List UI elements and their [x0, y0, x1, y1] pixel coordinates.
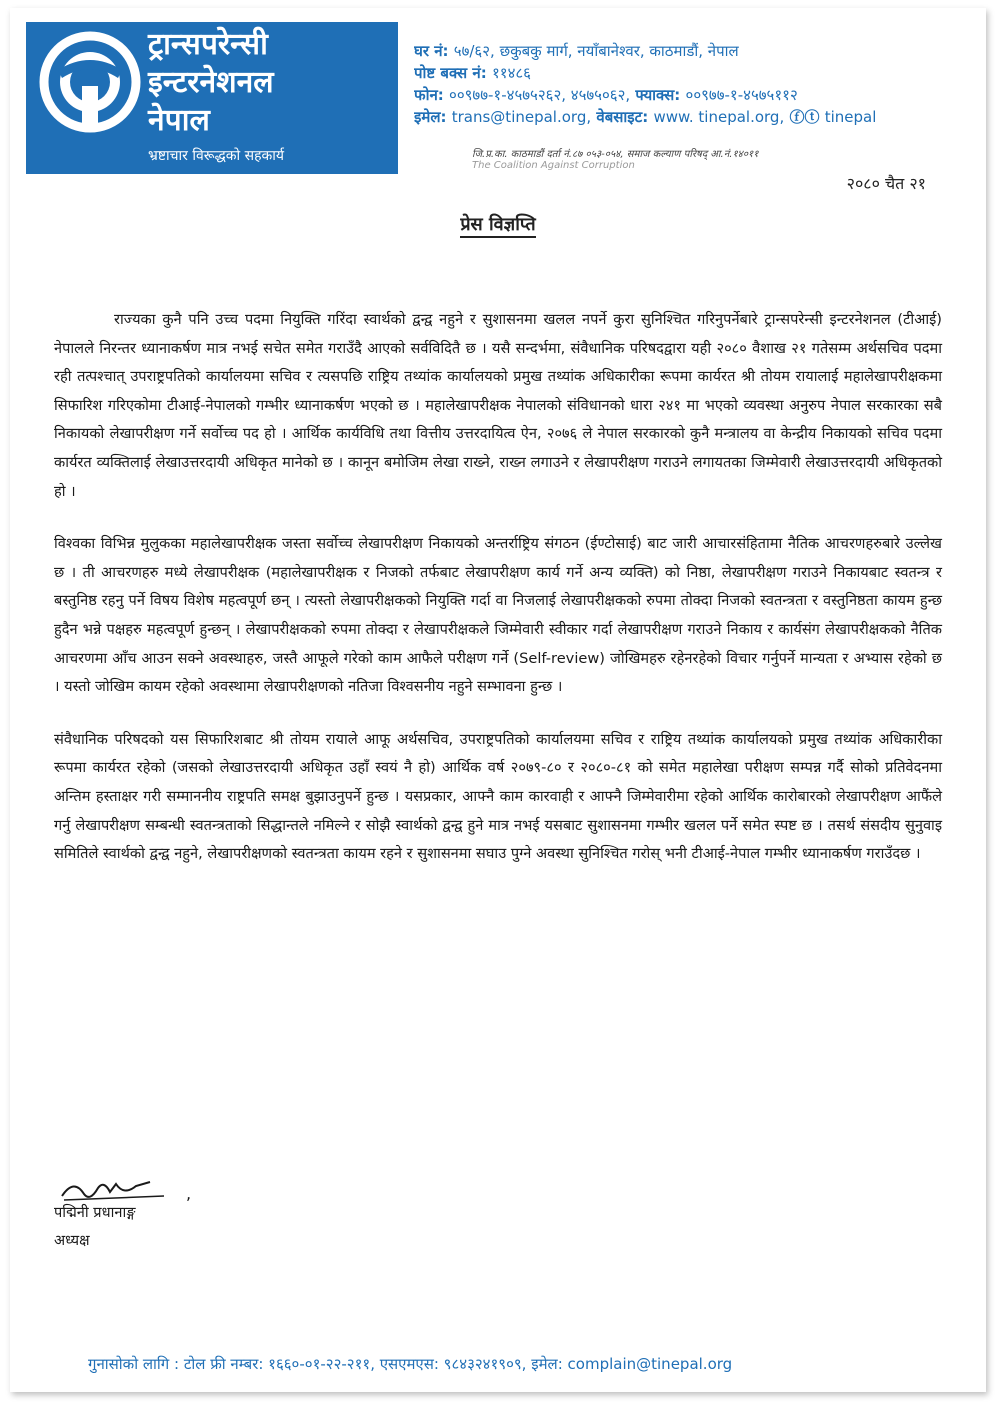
address-value: ५७/६२, छकुबकु मार्ग, नयाँबानेश्वर, काठमाडौं, नेपाल — [453, 42, 739, 60]
org-tagline: भ्रष्टाचार विरूद्धको सहकार्य — [148, 148, 285, 164]
org-logo — [26, 22, 398, 174]
address-label: घर नं: — [414, 42, 449, 60]
pobox-label: पोष्ट बक्स नं: — [414, 64, 487, 82]
press-release-page — [10, 8, 986, 1392]
org-name-line1: ट्रान्सपरेन्सी — [148, 27, 268, 62]
phone-value: ००९७७-१-४५७५२६२, ४५७५०६२, — [449, 86, 631, 104]
signatory-role: अध्यक्ष — [54, 1232, 90, 1249]
pobox-row — [414, 62, 954, 84]
press-release-body — [54, 306, 942, 893]
paragraph-2: विश्वका विभिन्न मुलुकका महालेखापरीक्षक जस्ता सर्वोच्च लेखापरीक्षण निकायको अन्तर्राष्ट्रिय संगठन (ईण्टोसाई) बाट जारी आचारसंहितामा नैतिक आचरणहरुबारे उल्लेख छ । ती आचरणहरु मध्ये लेखापरीक्षक (महालेखापरीक्षक र निजको तर्फबाट लेखापरीक्षण कार्य गर्ने अन्य व्यक्ति) को निष्ठा, लेखापरीक्षण गराउने निकायबाट स्वतन्त्र र बस्तुनिष्ठ रहनु पर्ने विषय विशेष महत्वपूर्ण छन् । त्यस्तो लेखापरीक्षकको नियुक्ति गर्दा वा निजलाई लेखापरीक्षकको रुपमा तोक्दा निजको स्वतन्त्रता र वस्तुनिष्ठता कायम हुन्छ हुदैन भन्ने पक्षहरु महत्वपूर्ण हुन्छन् । लेखापरीक्षकको रुपमा तोक्दा र लेखापरीक्षकले जिम्मेवारी स्वीकार गर्दा लेखापरीक्षण गराउने निकाय र कार्यसंग लेखापरीक्षकको नैतिक आचरणमा आँच आउन सक्ने अवस्थाहरु, जस्तै आफूले गरेको काम आफैले परीक्षण गर्ने (Self-review) जोखिमहरु रहेनरहेको विचार गर्नुपर्ने मान्यता र अभ्यास रहेको छ । यस्तो जोखिम कायम रहेको अवस्थामा लेखापरीक्षणको नतिजा विश्वसनीय नहुने सम्भावना हुन्छ । — [54, 535, 942, 696]
contact-info — [414, 40, 954, 128]
website-value[interactable]: www. tinepal.org, — [653, 108, 785, 126]
phone-row — [414, 84, 954, 106]
faded-stamp-text: The Coalition Against Corruption — [472, 160, 635, 171]
org-name-line2: इन्टरनेशनल — [148, 65, 274, 100]
email-label: इमेल: — [414, 108, 447, 126]
page-title-text: प्रेस विज्ञप्ति — [460, 214, 535, 238]
paragraph-1: राज्यका कुनै पनि उच्च पदमा नियुक्ति गरिंदा स्वार्थको द्वन्द्व नहुने र सुशासनमा खलल नपर्ने कुरा सुनिश्चित गरिनुपर्नेबारे ट्रान्सपरेन्सी इन्टरनेशनल (टीआई) नेपालले निरन्तर ध्यानाकर्षण मात्र नभई सचेत समेत गराउँदै आएको सर्वविदितै छ । यसै सन्दर्भमा, संवैधानिक परिषदद्वारा यही २०८० वैशाख २१ गतेसम्म अर्थसचिव पदमा रही तत्पश्चात् उपराष्ट्रपतिको कार्यालयमा सचिव र त्यसपछि राष्ट्रिय तथ्यांक कार्यालयको प्रमुख तथ्यांक अधिकारीका रूपमा कार्यरत श्री तोयम रायालाई महालेखापरीक्षकमा सिफारिश गरिएकोमा टीआई-नेपालको गम्भीर ध्यानाकर्षण भएको छ । महालेखापरीक्षक नेपालको संविधानको धारा २४१ मा भएको व्यवस्था अनुरुप नेपाल सरकारका सबै निकायको लेखापरीक्षण गर्ने सर्वोच्च पद हो । आर्थिक कार्यविधि तथा वित्तीय उत्तरदायित्व ऐन, २०७६ ले नेपाल सरकारको कुनै मन्त्रालय वा केन्द्रीय निकायको सचिव पदमा कार्यरत व्यक्तिलाई लेखाउत्तरदायी अधिकृत मानेको छ । कानून बमोजिम लेखा राख्ने, राख्न लगाउने र लेखापरीक्षण गराउने लगायतका जिम्मेवारी लेखाउत्तरदायी अधिकृतको हो । — [54, 311, 942, 500]
pobox-value: ११४८६ — [491, 64, 531, 82]
complaint-footer: गुनासोको लागि : टोल फ्री नम्बर: १६६०-०१-२२-२११, एसएमएस: ९८४३२४१९०९, इमेल: complain@tinepal.org — [88, 1355, 733, 1373]
release-date: २०८० चैत २१ — [846, 174, 926, 193]
website-label: वेबसाइट: — [596, 108, 649, 126]
signatory-name: पद्मिनी प्रधानाङ्ग — [54, 1204, 136, 1221]
org-name-line3: नेपाल — [148, 103, 210, 138]
email-value[interactable]: trans@tinepal.org, — [451, 108, 592, 126]
phone-label: फोन: — [414, 86, 444, 104]
paragraph-3: संवैधानिक परिषदको यस सिफारिशबाट श्री तोयम रायाले आफू अर्थसचिव, उपराष्ट्रपतिको कार्यालयमा सचिव र राष्ट्रिय तथ्यांक कार्यालयको प्रमुख तथ्यांक अधिकारीका रूपमा कार्यरत रहेको (जसको लेखाउत्तरदायी अधिकृत उहाँ स्वयं नै हो) आर्थिक वर्ष २०७९-८० र २०८०-८१ को समेत महालेखा परीक्षण सम्पन्न गर्दै सोको प्रतिवेदनमा अन्तिम हस्ताक्षर गरी सम्माननीय राष्ट्रपति समक्ष बुझाउनुपर्ने हुन्छ । यसप्रकार, आफ्नै काम कारवाही र आफ्नै जिम्मेवारीमा रहेको आर्थिक कारोबारको लेखापरीक्षण आफैंले गर्नु लेखापरीक्षण सम्बन्धी स्वतन्त्रताको सिद्धान्तले नमिल्ने र सोझै स्वार्थको द्वन्द्व हुने मात्र नभई यसबाट सुशासनमा गम्भीर खलल पर्ने समेत स्पष्ट छ । तसर्थ संसदीय सुनुवाइ समितिले स्वार्थको द्वन्द्व नहुने, लेखापरीक्षणको स्वतन्त्रता कायम रहने र सुशासनमा सघाउ पुग्ने अवस्था सुनिश्चित गरोस् भनी टीआई-नेपाल गम्भीर ध्यानाकर्षण गराउँदछ । — [54, 730, 942, 863]
address-row — [414, 40, 954, 62]
registration-line: जि.प्र.का. काठमाडौं दर्ता नं.८७ ०५३-०५४, समाज कल्याण परिषद् आ.नं.१४०११ — [472, 149, 759, 160]
page-title — [10, 212, 986, 236]
fax-label: फ्याक्स: — [635, 86, 681, 104]
ti-logo-icon — [38, 30, 142, 134]
social-icon: ⓕⓣ — [789, 108, 820, 126]
email-row — [414, 106, 954, 128]
org-name — [148, 26, 394, 140]
social-handle[interactable]: tinepal — [824, 108, 877, 126]
fax-value: ००९७७-१-४५७५११२ — [685, 86, 798, 104]
signature-comma: , — [186, 1184, 192, 1203]
